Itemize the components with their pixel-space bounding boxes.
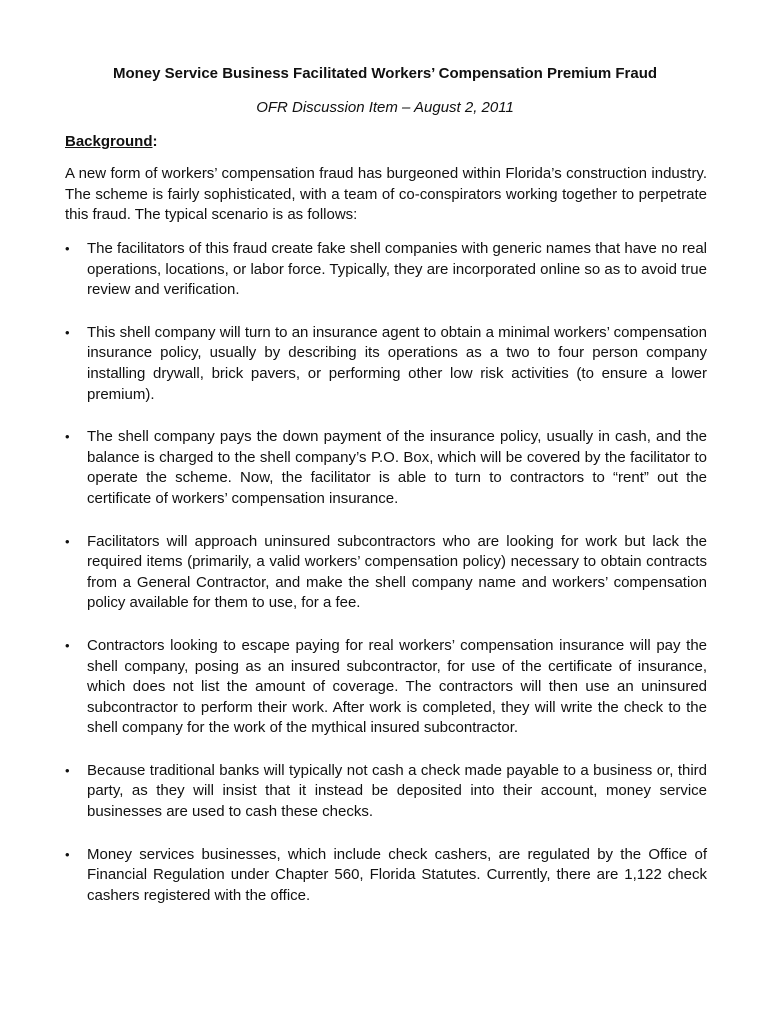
bullet-item [65,532,707,614]
bullet-icon: • [65,324,70,340]
bullet-icon: • [65,429,70,445]
bullet-text: The facilitators of this fraud create fake shell companies with generic names that have no real operations, locations, or labor force. Typically, they are incorporated online so as to avoid true review and verification. [87,240,707,299]
bullet-text: This shell company will turn to an insurance agent to obtain a minimal workers’ compensation insurance policy, usually by describing its operations as a two to four person company installing drywall, brick pavers, or performing other low risk activities (to ensure a lower premium). [87,323,707,403]
bullet-list [65,239,707,928]
document-title: Money Service Business Facilitated Workers’ Compensation Premium Fraud [112,65,658,82]
bullet-icon: • [65,762,70,778]
section-heading-text: Background [65,133,153,150]
bullet-text: Because traditional banks will typically not cash a check made payable to a business or, third party, as they will insist that it instead be deposited into their account, money service businesses are used to cash these checks. [87,761,707,821]
bullet-item [65,323,707,405]
bullet-item [65,427,707,509]
bullet-text: Money services businesses, which include check cashers, are regulated by the Office of Financial Regulation under Chapter 560, Florida Statutes. Currently, there are 1,122 check cashers registered with the office. [87,845,707,904]
bullet-icon: • [65,846,70,862]
bullet-icon: • [65,637,70,653]
document-subtitle: OFR Discussion Item – August 2, 2011 [256,99,514,116]
bullet-text: Facilitators will approach uninsured subcontractors who are looking for work but lack the required items (primarily, a valid workers’ compensation policy) necessary to obtain contracts from a General Contractor, and make the shell company name and workers’ compensation policy available for them to use, for a fee. [87,532,707,612]
bullet-item [65,845,707,907]
section-heading [65,132,158,152]
bullet-item [65,239,707,301]
bullet-icon: • [65,241,70,256]
bullet-text: The shell company pays the down payment of the insurance policy, usually in cash, and the balance is charged to the shell company’s P.O. Box, which will be covered by the facilitator to operate the scheme. Now, the facilitator is able to turn to contractors to “rent” out the certificate of workers’ compensation insurance. [87,428,707,507]
bullet-icon: • [65,533,70,549]
intro-paragraph: A new form of workers’ compensation fraud has burgeoned within Florida’s construction industry. The scheme is fairly sophisticated, with a team of co-conspirators working together to perpetrate this fraud. The typical scenario is as follows: [65,165,707,224]
bullet-item [65,636,707,739]
bullet-text: Contractors looking to escape paying for real workers’ compensation insurance will pay the shell company, posing as an insured subcontractor, for use of the certificate of insurance, which does not list the amount of coverage. The contractors will then use an uninsured subcontractor to perform their work. After work is completed, they will write the check to the shell company for the work of the mythical insured subcontractor. [87,636,707,737]
section-heading-colon: : [152,133,158,150]
bullet-item [65,761,707,823]
